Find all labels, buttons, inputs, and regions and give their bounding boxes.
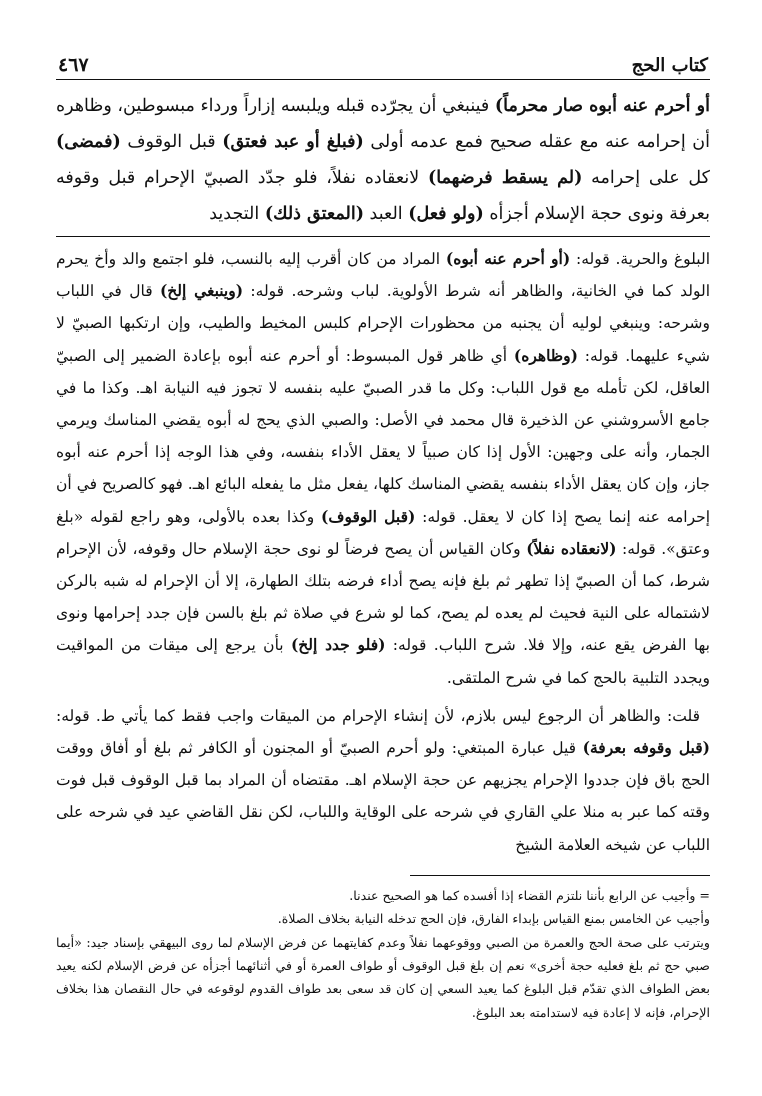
footnote-line: ويترتب على صحة الحج والعمرة من الصبي ووقوعهما نفلاً وعدم كفايتهما عن فرض الإسلام لما روى البيهقي بإسناد جيد: «أيما صبي حج ثم بلغ فعليه حجة أخرى» نعم إن بلغ قبل الوقوف أو طواف العمرة أو في أثنائهما أجزأه عن فرض الإسلام لكنه يعيد بعض الطواف الذي تقدّم قبل البلوغ كما يعيد السعي إن كان قد سعى بعد طواف القدوم لوقوعه في حال النقصان هذا بخلاف الإحرام، فإنه لا إعادة فيه لاستدامته بعد البلوغ.: [56, 934, 710, 1020]
sharh-text: قيل عبارة المبتغي: ولو أحرم الصبيّ أو المجنون أو الكافر ثم بلغ أو أفاق ووقت الحج باق فإن جددوا الإحرام يجزيهم عن حجة الإسلام اهـ. مقتضاه أن المراد بما قبل الوقوف قبل فوت وقته كما عبر به منلا علي القاري في شرحه على الوقاية واللباب، لكن نقل القاضي عيد في شرحه على اللباب عن شيخه العلامة الشيخ: [56, 739, 710, 854]
page-header: [56, 54, 710, 80]
sharh-quote: (أو أحرم عنه أبوه): [445, 249, 571, 268]
page-number: ٤٦٧: [58, 54, 89, 76]
sharh-text: قلت: والظاهر أن الرجوع ليس بلازم، لأن إنشاء الإحرام من الميقات واجب فقط كما يأتي ط. قوله:: [56, 706, 700, 725]
commentary-paragraph-2: [56, 700, 710, 861]
matn-text-5: العبد: [363, 204, 409, 224]
book-title: كتاب الحج: [631, 55, 708, 76]
sharh-quote: (قبل وقوفه بعرفة): [582, 738, 710, 758]
matn-bold-2: (فبلغ أو عبد فعتق): [222, 132, 364, 152]
sharh-text: قال في اللباب وشرحه: وينبغي لوليه أن يجنبه من محظورات الإحرام كلبس المخيط والطيب، وإن ارتكبها الصبيّ لا شيء عليهما. قوله:: [56, 282, 711, 365]
book-page: [56, 54, 710, 1064]
sharh-quote: (قبل الوقوف): [321, 506, 416, 526]
matn-bold-4: (لم يسقط فرضهما): [427, 168, 583, 188]
footnotes: [56, 884, 710, 1024]
sharh-text: وكذا بعده بالأولى، وهو راجع لقوله «بلغ وعتق». قوله:: [56, 507, 711, 558]
matn-bold-1: أو أحرم عنه أبوه صار محرماً): [494, 96, 710, 116]
sharh-text: البلوغ والحرية. قوله:: [570, 250, 711, 268]
matn-text-3: كل على إحرامه: [582, 168, 710, 188]
matn-bold-6: (المعتق ذلك): [264, 204, 364, 224]
matn-bold-5: (ولو فعل): [408, 204, 484, 224]
section-divider: [56, 236, 710, 237]
matn-text-2: قبل الوقوف: [120, 132, 223, 152]
matn-text-1: فينبغي أن يجرّده قبله ويلبسه إزاراً ورداء مبسوطين، وظاهره أن إحرامه عنه مع عقله صحيح فمع عدمه أولى: [56, 96, 710, 152]
footnote-line: = وأجيب عن الرابع بأننا نلتزم القضاء إذا أفسده كما هو الصحيح عندنا.: [349, 887, 710, 903]
commentary-text: [56, 243, 710, 861]
sharh-text: بأن يرجع إلى ميقات من المواقيت ويجدد التلبية بالحج كما في شرح الملتقى.: [56, 636, 710, 687]
sharh-quote: (وينبغي إلخ): [159, 281, 244, 301]
footnote-line: وأجيب عن الخامس بمنع القياس بإبداء الفارق، فإن الحج تدخله النيابة بخلاف الصلاة.: [277, 911, 710, 927]
footnote-divider: [410, 875, 710, 876]
commentary-paragraph-1: [56, 243, 710, 694]
matn-bold-3: (فمضى): [56, 132, 121, 152]
matn-text-6: التجديد: [209, 204, 265, 224]
sharh-quote: (فلو جدد إلخ): [290, 635, 386, 655]
sharh-text: المراد من كان أقرب إليه بالنسب، فلو اجتمع والد وأخ يحرم الولد كما في الخانية، والظاهر أنه شرط الأولوية. لباب وشرحه. قوله:: [56, 250, 711, 301]
matn-text-4: لانعقاده نفلاً، فلو جدّد الصبيّ الإحرام قبل وقوفه بعرفة ونوى حجة الإسلام أجزأه: [56, 168, 710, 224]
main-text: [56, 88, 710, 232]
sharh-quote: (لانعقاده نفلاً): [526, 538, 617, 558]
sharh-text: أي ظاهر قول المبسوط: أو أحرم عنه أبوه بإعادة الضمير إلى الصبيّ العاقل، لكن تأمله مع قول اللباب: وكل ما قدر الصبيّ عليه بنفسه لا تجوز فيه النيابة اهـ. وكذا ما في جامع الأسروشني عن الذخيرة قال محمد في الأصل: والصبي الذي يحج له أبوه يقضي المناسك ويرمي الجمار، وأنه على وجهين: الأول إذا كان صبياً لا يعقل الأداء بنفسه، وفي هذا الوجه إذا أحرم عنه أبوه جاز، وإن كان يعقل الأداء بنفسه يقضي المناسك كلها، يفعل مثل ما يفعله البائع اهـ. فهو كالصريح في أن إحرامه عنه إنما يصح إذا كان لا يعقل. قوله:: [56, 346, 711, 526]
sharh-quote: (وظاهره): [513, 345, 578, 365]
sharh-text: وكان القياس أن يصح فرضاً لو نوى حجة الإسلام حال وقوفه، لأن الإحرام شرط، كما أن الصبيّ إذا تطهر ثم بلغ فإنه يصح أداء فرضه بتلك الطهارة، إلا أن الإحرام له شبه بالركن لاشتماله على النية فحيث لم يعده لم يصح، كما لو شرع في صلاة ثم بلغ بالسن فإن جدد إحرامها ونوى بها الفرض يقع عنه، وإلا فلا. شرح اللباب. قوله:: [56, 539, 710, 655]
